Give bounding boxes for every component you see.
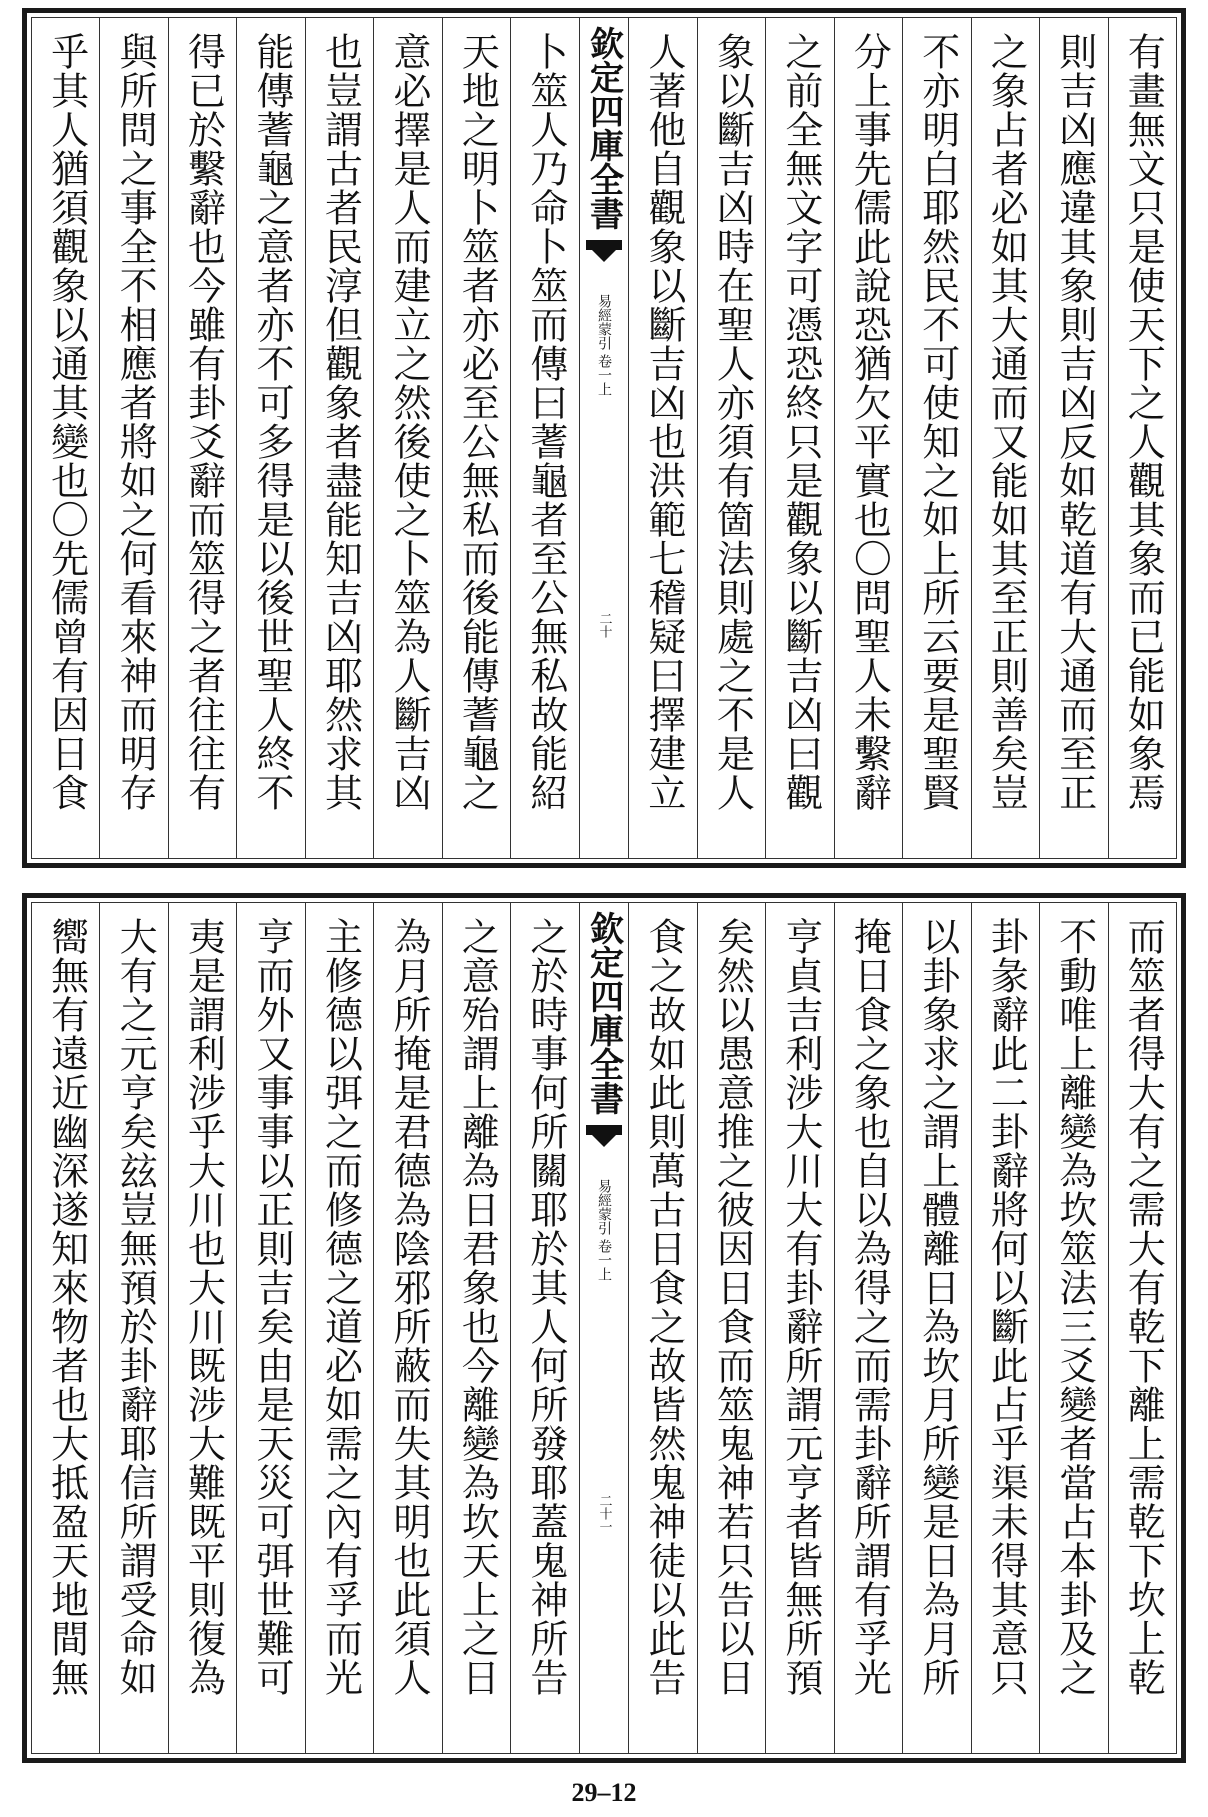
book-volume-label (594, 1179, 614, 1281)
volume-label: 卷一上 (595, 1239, 612, 1281)
text-column-cell (1108, 903, 1176, 1753)
text-column-cell (628, 18, 696, 858)
text-column: 主修德以弭之而修德之道必如需之內有孚而光 (318, 917, 363, 1697)
text-column-cell (971, 903, 1039, 1753)
text-column: 人著他自觀象以斷吉凶也洪範七稽疑曰擇建立 (641, 32, 686, 812)
bottom-text-columns (32, 903, 1176, 1753)
text-column-cell (373, 18, 441, 858)
text-column: 為月所掩是君德為陰邪所蔽而失其明也此須人 (386, 917, 431, 1697)
book-title: 易經蒙引 (595, 1179, 612, 1235)
text-column: 而筮者得大有之需大有乾下離上需乾下坎上乾 (1121, 917, 1166, 1697)
text-column: 天地之明卜筮者亦必至公無私而後能傳蓍龜之 (455, 32, 500, 812)
leaf-number: 二十 (596, 612, 612, 638)
text-column-cell (236, 903, 304, 1753)
text-column: 分上事先儒此說恐猶欠平實也〇問聖人未繫辭 (847, 32, 892, 812)
text-column: 有畫無文只是使天下之人觀其象而已能如象焉 (1121, 32, 1166, 812)
text-column-cell (236, 18, 304, 858)
text-column: 乎其人猶須觀象以通其變也〇先儒曾有因日食 (44, 32, 89, 812)
text-column: 意必擇是人而建立之然後使之卜筮為人斷吉凶 (386, 32, 431, 812)
text-column-cell (834, 903, 902, 1753)
text-column-cell (765, 18, 833, 858)
text-column-cell (697, 18, 765, 858)
top-text-columns (32, 18, 1176, 858)
text-column: 得已於繫辭也今雖有卦爻辭而筮得之者往往有 (181, 32, 226, 812)
text-column-cell (99, 18, 167, 858)
text-column-cell (1108, 18, 1176, 858)
bottom-page-frame (31, 902, 1177, 1754)
text-column-cell (305, 18, 373, 858)
text-column: 不亦明白耶然民不可使知之如上所云要是聖賢 (915, 32, 960, 812)
text-column-cell (168, 903, 236, 1753)
text-column: 大有之元亨矣玆豈無預於卦辭耶信所謂受命如 (113, 917, 158, 1697)
top-page-panel (22, 8, 1186, 868)
text-column-cell (697, 903, 765, 1753)
text-column-cell (510, 18, 578, 858)
book-title: 易經蒙引 (595, 294, 612, 350)
volume-label: 卷一上 (595, 354, 612, 396)
text-column: 食之故如此則萬古日食之故皆然鬼神徒以此告 (641, 917, 686, 1697)
text-column: 卦彖辭此二卦辭將何以斷此占乎渠未得其意只 (984, 917, 1029, 1697)
text-column-cell (834, 18, 902, 858)
text-column-cell (442, 903, 510, 1753)
book-volume-label (594, 294, 614, 396)
text-column: 卜筮人乃命卜筮而傳曰蓍龜者至公無私故能紹 (523, 32, 568, 812)
text-column: 之前全無文字可憑恐終只是觀象以斷吉凶曰觀 (778, 32, 823, 812)
text-column-cell (99, 903, 167, 1753)
text-column-cell (1039, 903, 1107, 1753)
text-column: 掩日食之象也自以為得之而需卦辭所謂有孚光 (847, 917, 892, 1697)
fish-tail-mark-icon (586, 240, 622, 262)
text-column: 不動唯上離變為坎筮法三爻變者當占本卦及之 (1052, 917, 1097, 1697)
text-column-cell (1039, 18, 1107, 858)
collection-title: 欽定四庫全書 (583, 911, 624, 1115)
text-column-cell (628, 903, 696, 1753)
text-column: 之象占者必如其大通而又能如其至正則善矣豈 (984, 32, 1029, 812)
text-column-cell (373, 903, 441, 1753)
text-column: 之意殆謂上離為日君象也今離變為坎天上之日 (455, 917, 500, 1697)
text-column: 矣然以愚意推之彼因日食而筮鬼神若只告以日 (710, 917, 755, 1697)
text-column: 亨貞吉利涉大川大有卦辭所謂元亨者皆無所預 (778, 917, 823, 1697)
center-margin-column (579, 903, 629, 1753)
text-column-cell (765, 903, 833, 1753)
text-column-cell (168, 18, 236, 858)
text-column: 亨而外又事事以正則吉矣由是天災可弭世難可 (250, 917, 294, 1697)
text-column: 能傳蓍龜之意者亦不可多得是以後世聖人終不 (250, 32, 294, 812)
text-column: 象以斷吉凶時在聖人亦須有箇法則處之不是人 (710, 32, 755, 812)
text-column-cell (902, 18, 970, 858)
text-column: 夷是謂利涉乎大川也大川既涉大難既平則復為 (181, 917, 226, 1697)
center-margin-column (579, 18, 629, 858)
text-column-cell (32, 903, 99, 1753)
text-column-cell (902, 903, 970, 1753)
text-column-cell (442, 18, 510, 858)
text-column: 以卦象求之謂上體離日為坎月所變是日為月所 (915, 917, 960, 1697)
text-column: 則吉凶應違其象則吉凶反如乾道有大通而至正 (1052, 32, 1097, 812)
fish-tail-mark-icon (586, 1125, 622, 1147)
text-column: 也豈謂古者民淳但觀象者盡能知吉凶耶然求其 (318, 32, 363, 812)
text-column: 嚮無有遠近幽深遂知來物者也大抵盈天地間無 (44, 917, 89, 1697)
text-column-cell (971, 18, 1039, 858)
bottom-page-panel (22, 893, 1186, 1763)
text-column: 之於時事何所關耶於其人何所發耶蓋鬼神所告 (523, 917, 568, 1697)
collection-title: 欽定四庫全書 (583, 26, 624, 230)
top-page-frame (31, 17, 1177, 859)
page-number: 29–12 (571, 1778, 637, 1807)
text-column: 與所問之事全不相應者將如之何看來神而明存 (113, 32, 158, 812)
leaf-number: 二十一 (596, 1494, 612, 1533)
text-column-cell (32, 18, 99, 858)
text-column-cell (305, 903, 373, 1753)
text-column-cell (510, 903, 578, 1753)
